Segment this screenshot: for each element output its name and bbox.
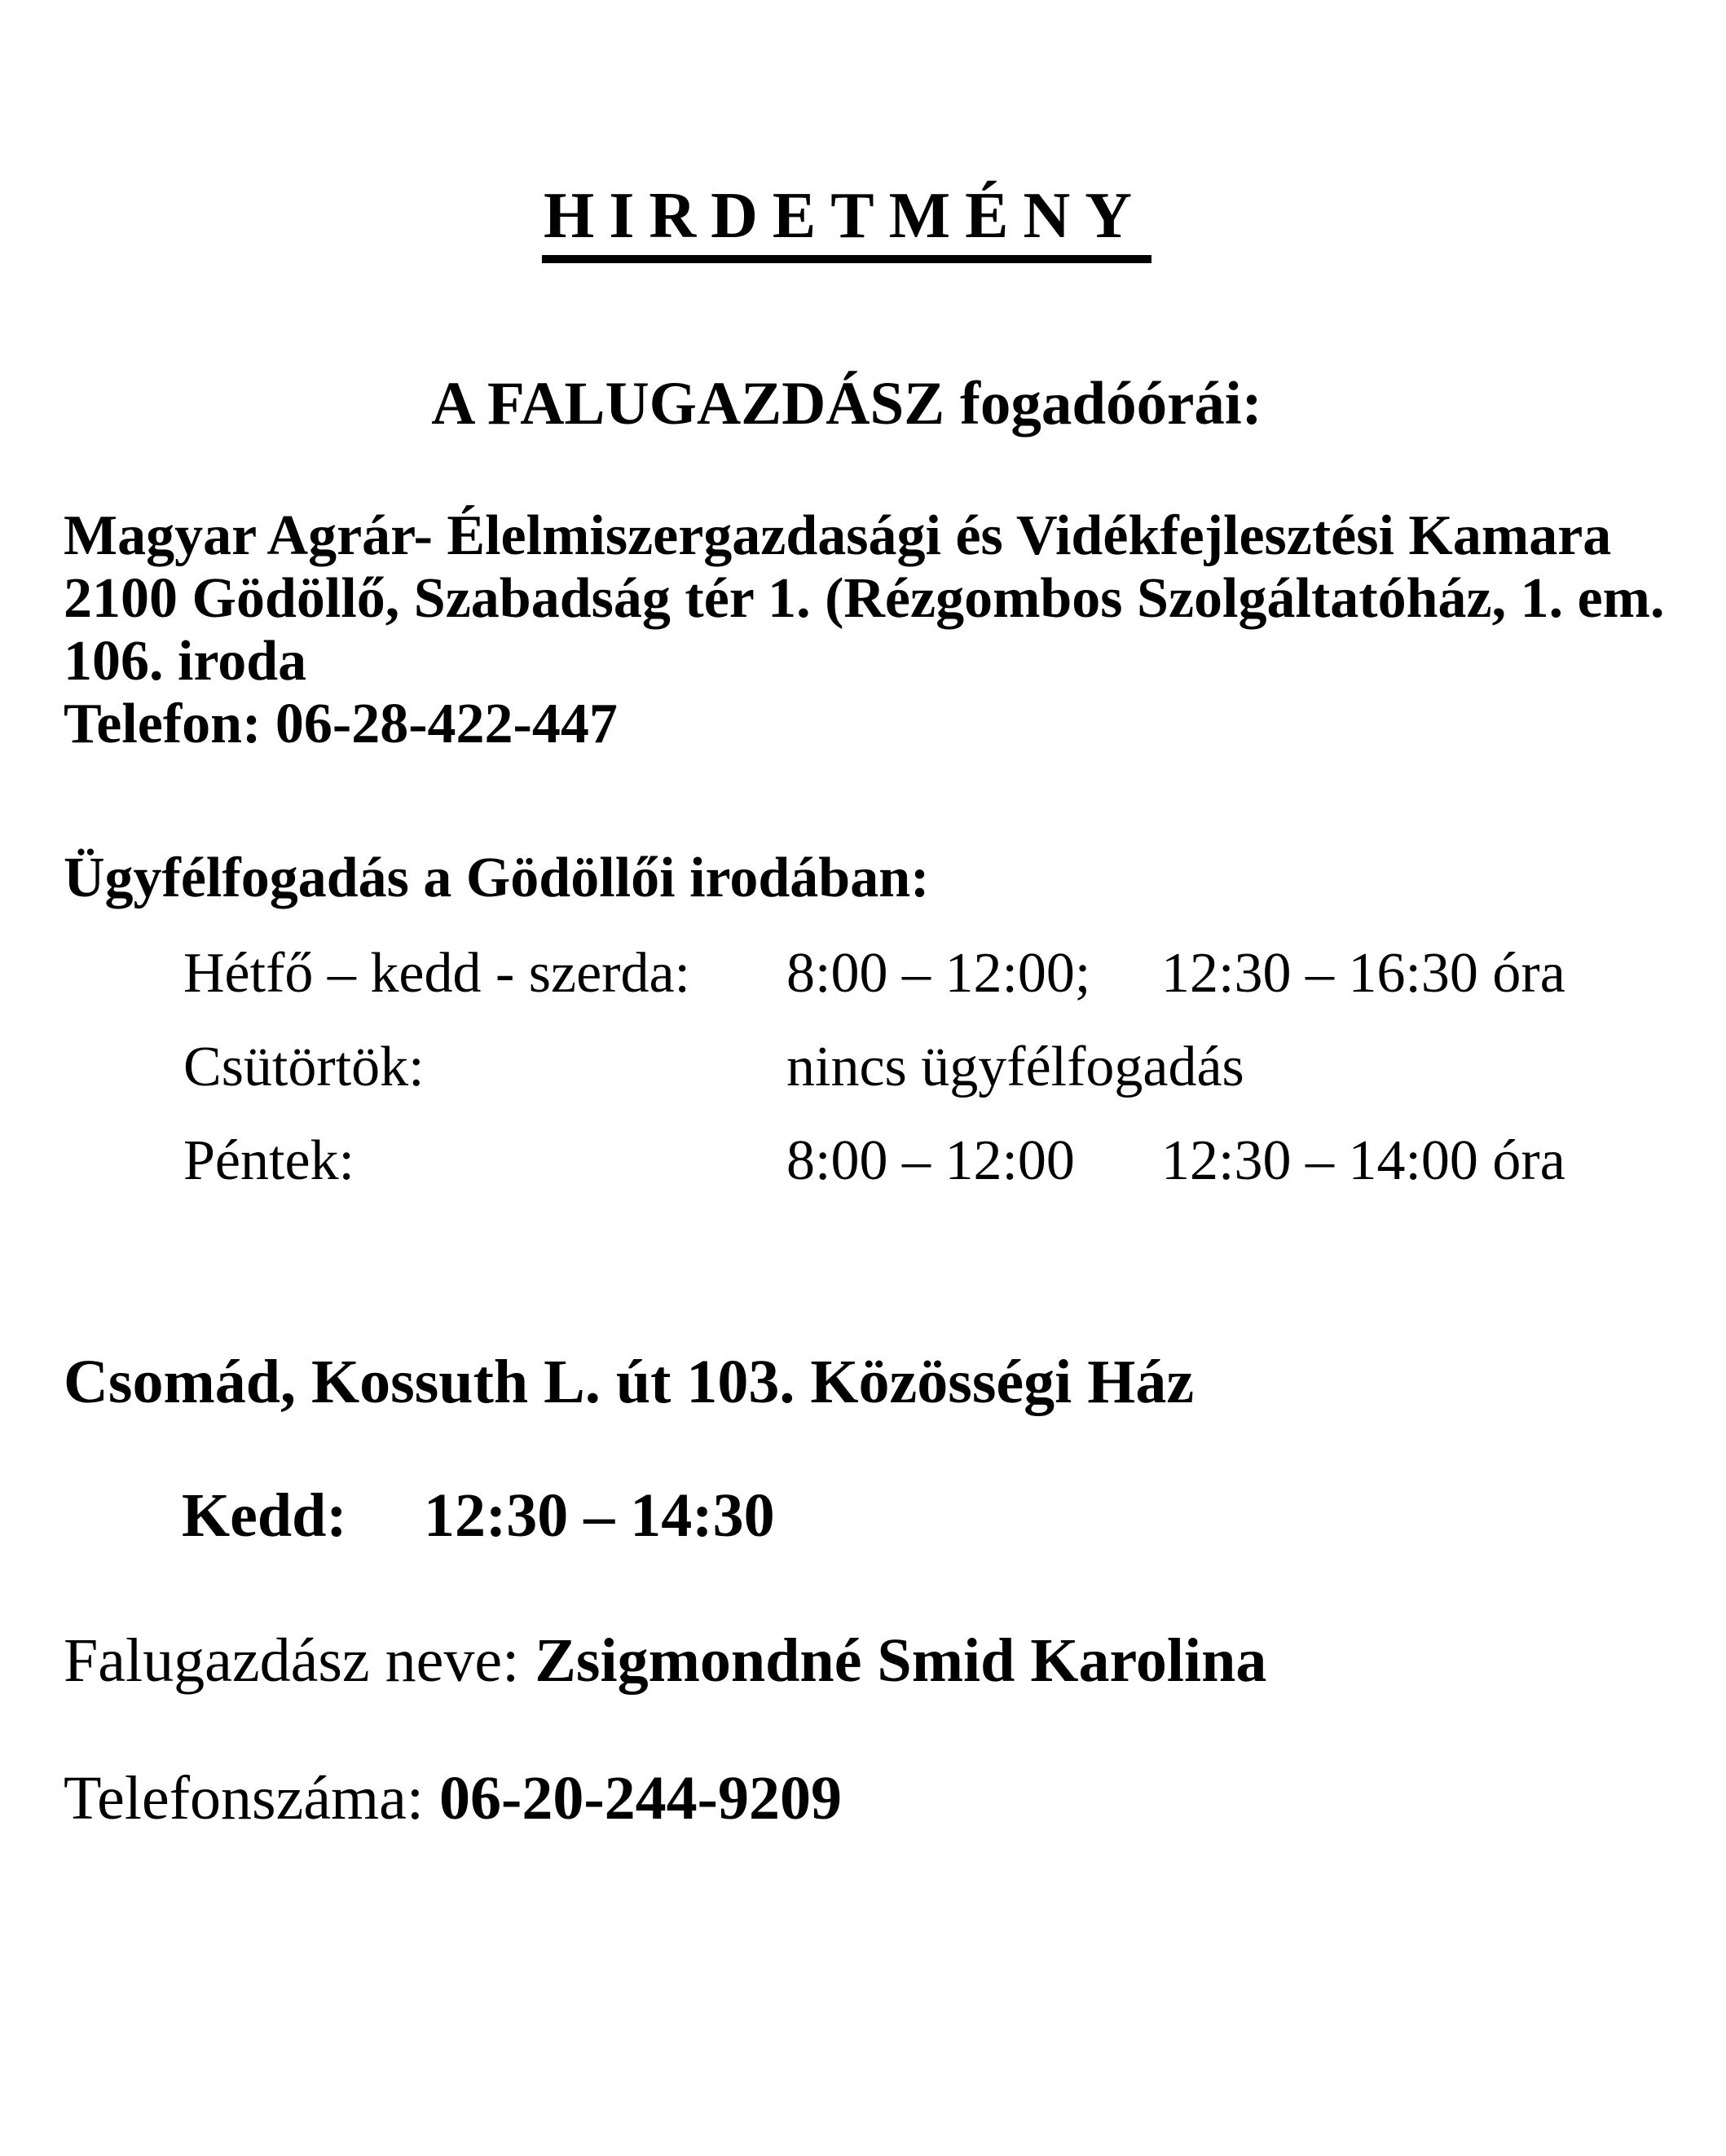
agent-name-line bbox=[64, 1626, 1630, 1695]
agent-phone-line bbox=[64, 1764, 1630, 1833]
office-address-line: 2100 Gödöllő, Szabadság tér 1. (Rézgombos Szolgáltatóház, 1. em. bbox=[64, 567, 1665, 631]
csomad-time: 12:30 – 14:30 bbox=[424, 1481, 775, 1551]
office-room-line: 106. iroda bbox=[64, 630, 307, 693]
godollo-schedule bbox=[64, 942, 1630, 1192]
csomad-location-heading: Csomád, Kossuth L. út 103. Közösségi Ház bbox=[64, 1348, 1195, 1417]
godollo-office-hours-heading: Ügyfélfogadás a Gödöllői irodában: bbox=[64, 847, 930, 910]
page-title-text: HIRDETMÉNY bbox=[542, 178, 1151, 263]
csomad-day-label: Kedd: bbox=[182, 1481, 347, 1551]
office-address-block bbox=[64, 504, 1665, 756]
schedule-time-afternoon: 12:30 – 16:30 óra bbox=[1161, 942, 1565, 1005]
schedule-row-thursday bbox=[64, 1036, 1630, 1098]
page-title bbox=[64, 178, 1630, 263]
schedule-time-afternoon: 12:30 – 14:00 óra bbox=[1161, 1129, 1565, 1193]
schedule-row-friday bbox=[64, 1129, 1630, 1192]
office-org-name: Magyar Agrár- Élelmiszergazdasági és Vidékfejlesztési Kamara bbox=[64, 504, 1612, 568]
csomad-schedule-row bbox=[64, 1481, 1630, 1550]
schedule-day: Hétfő – kedd - szerda: bbox=[183, 942, 690, 1005]
schedule-no-office-hours: nincs ügyfélfogadás bbox=[786, 1036, 1244, 1099]
schedule-day: Péntek: bbox=[183, 1129, 354, 1193]
schedule-row-mon-wed bbox=[64, 942, 1630, 1005]
subtitle: A FALUGAZDÁSZ fogadóórái: bbox=[431, 370, 1262, 438]
agent-phone-label: Telefonszáma: bbox=[64, 1764, 440, 1833]
schedule-time-morning: 8:00 – 12:00; bbox=[786, 942, 1091, 1005]
schedule-time-morning: 8:00 – 12:00 bbox=[786, 1129, 1075, 1193]
agent-name-label: Falugazdász neve: bbox=[64, 1626, 535, 1696]
agent-name: Zsigmondné Smid Karolina bbox=[535, 1626, 1267, 1696]
office-phone-line: Telefon: 06-28-422-447 bbox=[64, 693, 618, 756]
agent-phone-number: 06-20-244-9209 bbox=[439, 1764, 842, 1833]
schedule-day: Csütörtök: bbox=[183, 1036, 425, 1099]
